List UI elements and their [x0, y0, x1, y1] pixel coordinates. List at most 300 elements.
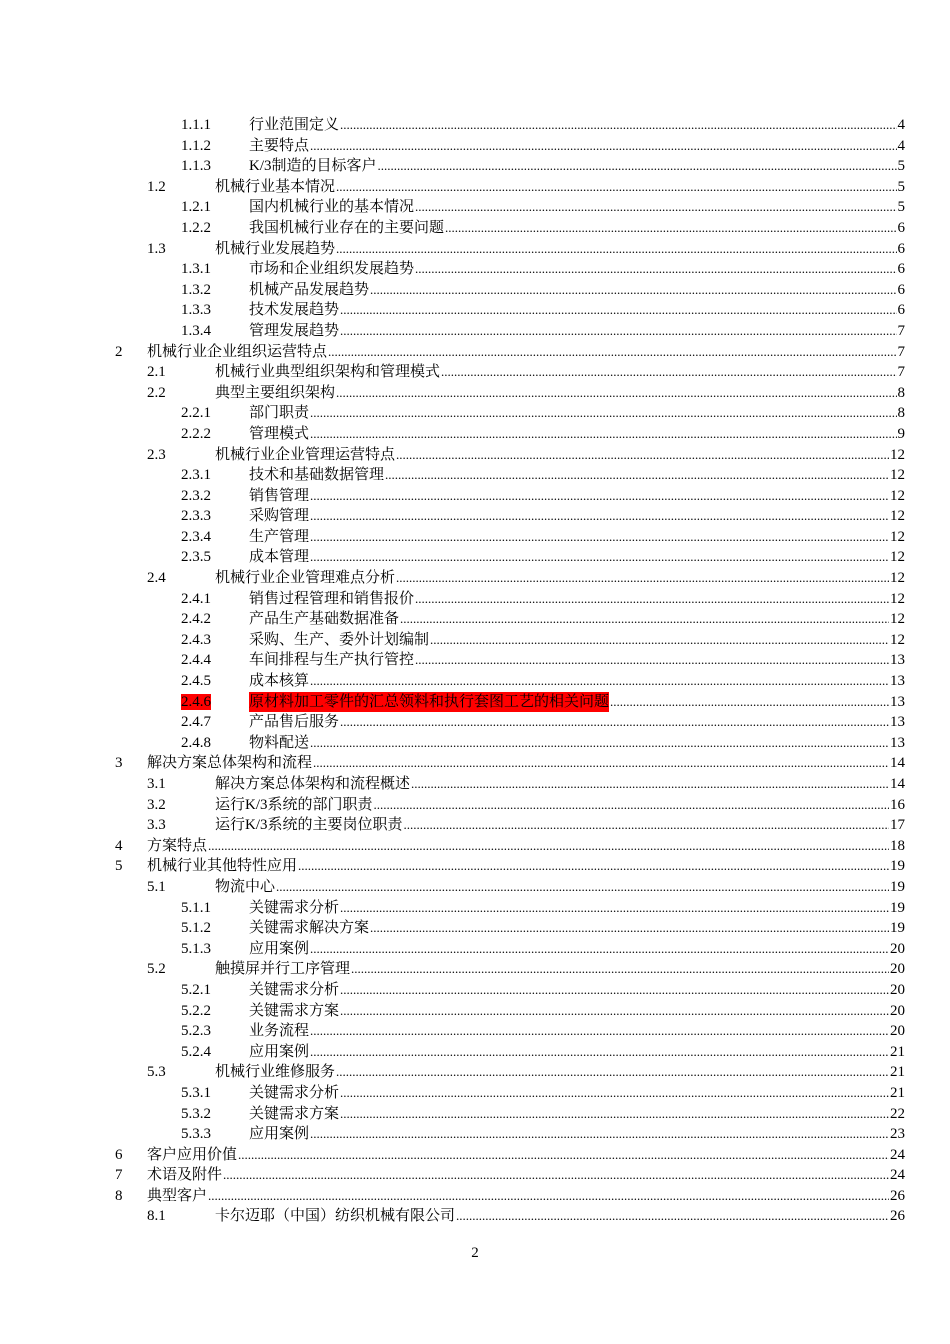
toc-entry[interactable] — [0, 527, 950, 548]
toc-entry[interactable] — [0, 671, 950, 692]
toc-entry-line — [215, 1206, 905, 1226]
toc-entry-number — [181, 300, 211, 320]
toc-entry-line — [249, 300, 905, 320]
toc-entry-page: 26 — [890, 1187, 905, 1204]
toc-entry-title[interactable]: 机械行业企业管理难点分析 — [215, 570, 396, 587]
toc-entry[interactable] — [0, 218, 950, 239]
dot-leader — [340, 1083, 889, 1103]
toc-entry-number — [181, 980, 211, 1000]
toc-entry-page: 20 — [890, 961, 905, 978]
toc-entry-number-text: 2.3.3 — [181, 508, 211, 525]
toc-entry-page: 7 — [897, 364, 905, 381]
toc-entry-page: 13 — [890, 714, 905, 731]
toc-entry-line — [249, 1083, 905, 1103]
toc-entry-title[interactable]: 原材料加工零件的汇总领料和执行套图工艺的相关问题 — [249, 693, 610, 710]
dot-leader — [456, 1206, 889, 1226]
toc-entry[interactable] — [0, 898, 950, 919]
toc-entry-number — [181, 1083, 211, 1103]
toc-entry-title[interactable]: 技术发展趋势 — [249, 302, 340, 319]
toc-entry[interactable] — [0, 1062, 950, 1083]
toc-entry-page: 7 — [897, 343, 905, 360]
dot-leader — [610, 692, 889, 712]
toc-entry-title[interactable]: 产品售后服务 — [249, 714, 340, 731]
toc-entry-number-text: 5.3.1 — [181, 1084, 211, 1101]
toc-entry-number-text: 2.2.1 — [181, 405, 211, 422]
toc-entry-number-text: 4 — [115, 837, 123, 854]
toc-entry[interactable] — [0, 1186, 950, 1207]
toc-entry-title[interactable]: 机械行业其他特性应用 — [147, 858, 298, 875]
toc-entry-number — [181, 1104, 211, 1124]
dot-leader — [340, 1104, 889, 1124]
toc-entry-number-text: 5.2 — [147, 961, 166, 978]
toc-entry-number — [181, 1042, 211, 1062]
toc-entry-number — [115, 342, 123, 362]
toc-entry-line — [215, 177, 905, 197]
toc-entry-number — [181, 589, 211, 609]
toc-entry-title[interactable]: 关键需求方案 — [249, 1105, 340, 1122]
toc-entry-number-text: 5.3.3 — [181, 1126, 211, 1143]
toc-entry-line — [249, 1021, 905, 1041]
toc-entry-line — [249, 898, 905, 918]
toc-entry-page: 19 — [890, 858, 905, 875]
toc-entry[interactable] — [0, 177, 950, 198]
toc-entry[interactable] — [0, 300, 950, 321]
toc-entry[interactable] — [0, 1021, 950, 1042]
toc-entry-title[interactable]: 生产管理 — [249, 528, 310, 545]
dot-leader — [445, 218, 896, 238]
toc-entry-line — [249, 980, 905, 1000]
toc-entry-page: 24 — [890, 1167, 905, 1184]
toc-entry-number-text: 2.2 — [147, 384, 166, 401]
toc-entry-page: 20 — [890, 981, 905, 998]
toc-entry-title[interactable]: 触摸屏并行工序管理 — [215, 961, 351, 978]
toc-entry-title[interactable]: 术语及附件 — [147, 1167, 223, 1184]
toc-entry-page: 12 — [890, 446, 905, 463]
toc-entry[interactable] — [0, 156, 950, 177]
toc-entry[interactable] — [0, 568, 950, 589]
toc-entry-number — [147, 177, 166, 197]
toc-entry[interactable] — [0, 1145, 950, 1166]
dot-leader — [310, 547, 889, 567]
toc-entry-line — [249, 733, 905, 753]
toc-entry-title[interactable]: 管理模式 — [249, 425, 310, 442]
toc-entry-page: 12 — [890, 611, 905, 628]
toc-entry[interactable] — [0, 136, 950, 157]
toc-entry-line — [249, 280, 905, 300]
toc-entry-title[interactable]: 应用案例 — [249, 1043, 310, 1060]
toc-entry-page: 19 — [890, 878, 905, 895]
toc-entry-line — [249, 1124, 905, 1144]
toc-entry-page: 5 — [897, 199, 905, 216]
toc-entry-line — [249, 527, 905, 547]
dot-leader — [310, 733, 889, 753]
dot-leader — [310, 424, 896, 444]
toc-entry-number-text: 1.1.1 — [181, 117, 211, 133]
toc-entry-number — [181, 156, 211, 176]
dot-leader — [310, 939, 889, 959]
toc-entry-page: 12 — [890, 549, 905, 566]
toc-entry-page: 17 — [890, 817, 905, 834]
toc-entry-title[interactable]: 机械行业企业管理运营特点 — [215, 446, 396, 463]
toc-entry-title[interactable]: 机械行业典型组织架构和管理模式 — [215, 364, 441, 381]
toc-entry-line — [147, 753, 905, 773]
toc-entry[interactable] — [0, 774, 950, 795]
toc-entry-title[interactable]: 方案特点 — [147, 837, 208, 854]
toc-entry-number-text: 2.3.2 — [181, 487, 211, 504]
toc-entry-title[interactable]: 运行K/3系统的主要岗位职责 — [215, 817, 403, 834]
toc-entry-title[interactable]: 采购、生产、委外计划编制 — [249, 631, 430, 648]
toc-entry-number — [147, 795, 166, 815]
toc-entry-title[interactable]: 物料配送 — [249, 734, 310, 751]
toc-entry-number — [181, 115, 211, 135]
toc-entry-title[interactable]: 关键需求分析 — [249, 981, 340, 998]
dot-leader — [374, 795, 889, 815]
toc-entry-number-text: 2.2.2 — [181, 425, 211, 442]
toc-entry-title[interactable]: 机械行业基本情况 — [215, 178, 336, 195]
toc-entry[interactable] — [0, 1083, 950, 1104]
toc-entry-page: 19 — [890, 920, 905, 937]
toc-entry-page: 12 — [890, 631, 905, 648]
toc-entry-title[interactable]: 关键需求分析 — [249, 1084, 340, 1101]
toc-entry-number-text: 1.1.2 — [181, 137, 211, 154]
toc-entry-number-text: 3 — [115, 755, 123, 772]
toc-entry[interactable] — [0, 836, 950, 857]
toc-entry-number-text: 5.2.1 — [181, 981, 211, 998]
toc-entry-number — [115, 1145, 123, 1165]
toc-entry-page: 12 — [890, 570, 905, 587]
toc-entry-number-text: 5.2.2 — [181, 1002, 211, 1019]
toc-entry-number — [115, 1165, 123, 1185]
toc-entry-number-text: 1.3.2 — [181, 281, 211, 298]
page-number: 2 — [471, 1245, 479, 1261]
toc-entry-page: 13 — [890, 734, 905, 751]
toc-entry-number-text: 5.1.3 — [181, 940, 211, 957]
toc-entry[interactable] — [0, 733, 950, 754]
toc-entry-page: 7 — [897, 322, 905, 339]
toc-entry-line — [249, 486, 905, 506]
toc-entry[interactable] — [0, 877, 950, 898]
toc-entry[interactable] — [0, 321, 950, 342]
toc-entry-number-text: 5.1.2 — [181, 920, 211, 937]
dot-leader — [310, 403, 896, 423]
toc-entry[interactable] — [0, 1042, 950, 1063]
toc-entry-page: 22 — [890, 1105, 905, 1122]
dot-leader — [370, 918, 889, 938]
toc-entry-title[interactable]: 机械产品发展趋势 — [249, 281, 370, 298]
toc-entry-number-text: 3.3 — [147, 817, 166, 834]
dot-leader — [310, 671, 889, 691]
toc-entry-title[interactable]: 关键需求解决方案 — [249, 920, 370, 937]
toc-entry-line — [249, 650, 905, 670]
toc-entry-number — [115, 1186, 123, 1206]
toc-entry-page: 9 — [897, 425, 905, 442]
toc-entry[interactable] — [0, 1001, 950, 1022]
toc-entry-page: 8 — [897, 405, 905, 422]
toc-entry-number-text: 5.2.3 — [181, 1023, 211, 1040]
toc-entry-page: 20 — [890, 1002, 905, 1019]
toc-entry-page: 14 — [890, 776, 905, 792]
toc-entry-number — [181, 280, 211, 300]
toc-entry-page: 14 — [890, 755, 905, 772]
toc-entry-title[interactable]: 销售过程管理和销售报价 — [249, 590, 415, 607]
toc-entry[interactable] — [0, 197, 950, 218]
toc-entry-title[interactable]: 解决方案总体架构和流程 — [147, 755, 313, 772]
toc-entry-page: 13 — [890, 673, 905, 690]
toc-entry[interactable] — [0, 939, 950, 960]
toc-entry-title[interactable]: 管理发展趋势 — [249, 322, 340, 339]
toc-entry-number-text: 5.3.2 — [181, 1105, 211, 1122]
toc-entry-number-text: 2.4.8 — [181, 734, 211, 751]
toc-entry-page: 20 — [890, 940, 905, 957]
dot-leader — [411, 774, 889, 794]
toc-entry[interactable] — [0, 650, 950, 671]
toc-entry-title[interactable]: 典型主要组织架构 — [215, 384, 336, 401]
toc-entry[interactable] — [0, 362, 950, 383]
toc-entry[interactable] — [0, 239, 950, 260]
toc-entry[interactable] — [0, 753, 950, 774]
dot-leader — [351, 959, 889, 979]
dot-leader — [340, 115, 896, 135]
toc-entry-line — [147, 342, 905, 362]
toc-entry-title[interactable]: 产品生产基础数据准备 — [249, 611, 400, 628]
toc-entry-number — [147, 774, 166, 794]
toc-entry-page: 13 — [890, 652, 905, 669]
toc-entry-number-text: 2.4.4 — [181, 652, 211, 669]
toc-entry-number — [181, 527, 211, 547]
toc-entry-line — [215, 362, 905, 382]
toc-entry-line — [249, 465, 905, 485]
dot-leader — [340, 1001, 889, 1021]
toc-entry-number-text: 5.1.1 — [181, 899, 211, 916]
toc-entry[interactable] — [0, 280, 950, 301]
toc-entry-line — [249, 1104, 905, 1124]
toc-entry-number — [181, 1021, 211, 1041]
toc-entry-number-text: 2.1 — [147, 364, 166, 381]
toc-entry[interactable] — [0, 1124, 950, 1145]
toc-entry-title[interactable]: 采购管理 — [249, 508, 310, 525]
toc-entry-number — [181, 465, 211, 485]
toc-entry[interactable] — [0, 383, 950, 404]
toc-entry-line — [249, 259, 905, 279]
toc-entry-page: 12 — [890, 467, 905, 484]
toc-entry-number-text: 5 — [115, 858, 123, 875]
toc-entry-number-text: 5.2.4 — [181, 1043, 211, 1060]
toc-entry-line — [249, 589, 905, 609]
toc-entry-number-text: 3.1 — [147, 776, 166, 792]
toc-entry-title[interactable]: 卡尔迈耶（中国）纺织机械有限公司 — [215, 1208, 456, 1225]
dot-leader — [310, 527, 889, 547]
toc-entry-title[interactable]: 机械行业维修服务 — [215, 1064, 336, 1081]
dot-leader — [336, 239, 896, 259]
toc-entry-number — [147, 383, 166, 403]
dot-leader — [415, 259, 896, 279]
toc-entry-title[interactable]: 运行K/3系统的部门职责 — [215, 796, 373, 813]
dot-leader — [336, 383, 896, 403]
toc-entry[interactable] — [0, 259, 950, 280]
toc-entry[interactable] — [0, 712, 950, 733]
toc-entry[interactable] — [0, 342, 950, 363]
toc-entry-line — [147, 1165, 905, 1185]
toc-entry-title[interactable]: 车间排程与生产执行管控 — [249, 652, 415, 669]
toc-entry-title[interactable]: 市场和企业组织发展趋势 — [249, 261, 415, 278]
toc-entry-number-text: 1.3.1 — [181, 261, 211, 278]
toc-entry[interactable] — [0, 815, 950, 836]
toc-entry-number-text: 1.3.3 — [181, 302, 211, 319]
toc-entry[interactable] — [0, 115, 950, 136]
dot-leader — [400, 609, 889, 629]
toc-entry[interactable] — [0, 795, 950, 816]
dot-leader — [223, 1165, 889, 1185]
toc-entry-number — [147, 362, 166, 382]
toc-entry[interactable] — [0, 692, 950, 713]
dot-leader — [208, 1186, 889, 1206]
toc-entry-line — [249, 939, 905, 959]
toc-entry-number — [181, 321, 211, 341]
toc-entry-number-text: 5.1 — [147, 878, 166, 895]
toc-entry-line — [215, 568, 905, 588]
toc-entry-number — [147, 568, 166, 588]
toc-entry-title[interactable]: 我国机械行业存在的主要问题 — [249, 219, 445, 236]
toc-entry[interactable] — [0, 959, 950, 980]
toc-entry-title[interactable]: 部门职责 — [249, 405, 310, 422]
toc-entry-number-text: 6 — [115, 1146, 123, 1163]
dot-leader — [238, 1145, 889, 1165]
toc-entry[interactable] — [0, 980, 950, 1001]
toc-entry[interactable] — [0, 630, 950, 651]
toc-entry-number-text: 2.4.5 — [181, 673, 211, 690]
toc-entry-title[interactable]: K/3制造的目标客户 — [249, 158, 377, 175]
toc-entry[interactable] — [0, 1206, 950, 1227]
toc-entry-title[interactable]: 机械行业发展趋势 — [215, 240, 336, 257]
toc-entry-page: 6 — [897, 240, 905, 257]
toc-entry-number-text: 1.3 — [147, 240, 166, 257]
dot-leader — [404, 815, 889, 835]
toc-entry-title[interactable]: 销售管理 — [249, 487, 310, 504]
dot-leader — [310, 1021, 889, 1041]
toc-entry-number — [181, 506, 211, 526]
dot-leader — [336, 1062, 889, 1082]
toc-entry[interactable] — [0, 856, 950, 877]
toc-entry[interactable] — [0, 589, 950, 610]
toc-entry-number-text: 2.3.4 — [181, 528, 211, 545]
toc-entry-line — [249, 547, 905, 567]
toc-entry[interactable] — [0, 465, 950, 486]
toc-entry-line — [147, 1186, 905, 1206]
toc-entry-number-text: 3.2 — [147, 796, 166, 813]
toc-entry-number — [115, 753, 123, 773]
toc-entry-title[interactable]: 成本管理 — [249, 549, 310, 566]
toc-entry-page: 23 — [890, 1126, 905, 1143]
toc-entry-line — [249, 424, 905, 444]
toc-entry-title[interactable]: 应用案例 — [249, 1126, 310, 1143]
dot-leader — [415, 650, 889, 670]
toc-entry-number — [181, 609, 211, 629]
toc-entry-title[interactable]: 成本核算 — [249, 673, 310, 690]
toc-entry-number — [181, 403, 211, 423]
toc-entry-line — [215, 1062, 905, 1082]
toc-entry-title[interactable]: 业务流程 — [249, 1023, 310, 1040]
toc-entry[interactable] — [0, 1104, 950, 1125]
toc-entry-number — [181, 650, 211, 670]
toc-entry-line — [249, 218, 905, 238]
toc-entry-number-text: 1.3.4 — [181, 322, 211, 339]
dot-leader — [340, 980, 889, 1000]
toc-entry-title[interactable]: 国内机械行业的基本情况 — [249, 199, 415, 216]
toc-entry-number-text: 1.2.1 — [181, 199, 211, 216]
dot-leader — [370, 280, 896, 300]
toc-entry-title[interactable]: 典型客户 — [147, 1187, 208, 1204]
toc-entry-title[interactable]: 物流中心 — [215, 878, 276, 895]
toc-entry-number — [147, 239, 166, 259]
toc-entry-page: 12 — [890, 487, 905, 504]
dot-leader — [208, 836, 889, 856]
toc-entry-title[interactable]: 关键需求方案 — [249, 1002, 340, 1019]
toc-entry-title[interactable]: 机械行业企业组织运营特点 — [147, 343, 328, 360]
toc-entry-number — [181, 712, 211, 732]
toc-entry-line — [249, 115, 905, 135]
dot-leader — [310, 506, 889, 526]
toc-entry-title[interactable]: 关键需求分析 — [249, 899, 340, 916]
toc-entry-page: 16 — [890, 796, 905, 813]
toc-entry[interactable] — [0, 445, 950, 466]
toc-entry-page: 12 — [890, 528, 905, 545]
toc-entry[interactable] — [0, 547, 950, 568]
dot-leader — [340, 321, 896, 341]
toc-entry[interactable] — [0, 424, 950, 445]
toc-entry-number-text: 2.3.1 — [181, 467, 211, 484]
toc-entry-number-text: 2.3.5 — [181, 549, 211, 566]
toc-entry-line — [215, 445, 905, 465]
toc-entry-line — [215, 774, 905, 794]
toc-entry[interactable] — [0, 486, 950, 507]
toc-entry-number — [147, 959, 166, 979]
toc-entry-number-text: 1.1.3 — [181, 158, 211, 175]
toc-entry-page: 21 — [890, 1043, 905, 1060]
toc-entry-line — [215, 239, 905, 259]
toc-entry-title[interactable]: 应用案例 — [249, 940, 310, 957]
dot-leader — [340, 300, 896, 320]
toc-entry[interactable] — [0, 506, 950, 527]
toc-entry-number-text: 7 — [115, 1167, 123, 1184]
toc-entry-line — [249, 671, 905, 691]
toc-entry-number-text: 2.4.3 — [181, 631, 211, 648]
toc-entry-title[interactable]: 主要特点 — [249, 137, 310, 154]
toc-entry-page: 6 — [897, 261, 905, 278]
toc-entry-line — [249, 197, 905, 217]
toc-entry-page: 21 — [890, 1064, 905, 1081]
toc-entry-line — [249, 1042, 905, 1062]
toc-entry-page: 5 — [897, 158, 905, 175]
toc-entry-number — [181, 630, 211, 650]
toc-entry-title[interactable]: 技术和基础数据管理 — [249, 467, 385, 484]
toc-entry[interactable] — [0, 403, 950, 424]
toc-entry[interactable] — [0, 918, 950, 939]
toc-entry-page: 6 — [897, 302, 905, 319]
toc-entry-number — [147, 445, 166, 465]
toc-entry-title[interactable]: 客户应用价值 — [147, 1146, 238, 1163]
toc-entry-number — [181, 424, 211, 444]
toc-entry[interactable] — [0, 609, 950, 630]
toc-entry[interactable] — [0, 1165, 950, 1186]
toc-entry-title[interactable]: 解决方案总体架构和流程概述 — [215, 776, 411, 792]
toc-entry-line — [147, 836, 905, 856]
toc-entry-number-text: 8.1 — [147, 1208, 166, 1225]
toc-entry-number-text: 2 — [115, 343, 123, 360]
toc-entry-number — [181, 898, 211, 918]
toc-entry-title[interactable]: 行业范围定义 — [249, 117, 340, 133]
toc-entry-number-text: 1.2.2 — [181, 219, 211, 236]
toc-entry-number — [181, 486, 211, 506]
